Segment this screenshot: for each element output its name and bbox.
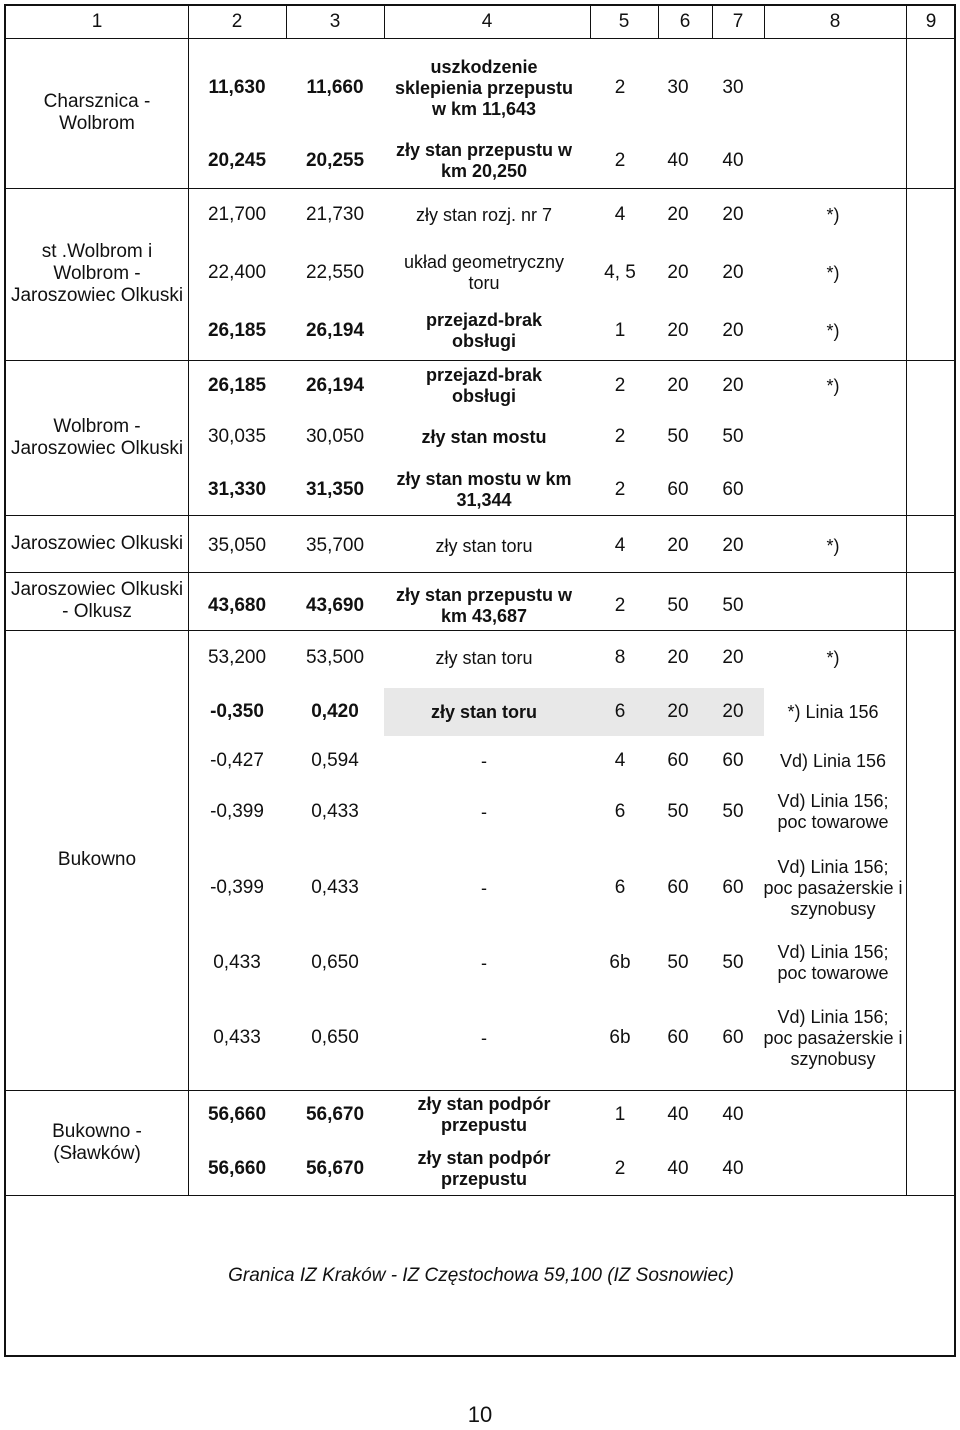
grid-line — [906, 6, 907, 38]
row-from-km: 0,433 — [213, 1027, 261, 1048]
row-from-km: 26,185 — [207, 375, 267, 396]
footer-note: Granica IZ Kraków - IZ Częstochowa 59,100 (IZ Sosnowiec) — [228, 1265, 734, 1286]
row-note: *) — [826, 647, 840, 668]
section-charsznica-wolbrom: Charsznica - Wolbrom — [43, 91, 151, 134]
row-speed-2: 20 — [722, 647, 744, 668]
row-reason: zły stan podpór przepustu — [417, 1094, 551, 1135]
row-note: *) — [826, 320, 840, 341]
row-note: Vd) Linia 156; poc pasażerskie i szynobusy — [763, 856, 903, 919]
row-from-km: 22,400 — [207, 262, 267, 283]
row-from-km: -0,399 — [210, 801, 264, 822]
row-tracks: 2 — [614, 426, 626, 447]
row-reason: zły stan toru — [435, 535, 533, 556]
row-reason: uszkodzenie sklepienia przepustu w km 11,643 — [394, 56, 574, 119]
row-tracks: 8 — [614, 647, 626, 668]
column-header-1: 1 — [91, 11, 103, 32]
row-speed-2: 40 — [722, 150, 744, 171]
row-to-km: 20,255 — [305, 150, 365, 171]
row-to-km: 56,670 — [305, 1104, 365, 1125]
row-speed-2: 50 — [722, 595, 744, 616]
row-tracks: 2 — [614, 375, 626, 396]
row-to-km: 0,650 — [311, 1027, 359, 1048]
row-tracks: 6 — [614, 701, 626, 722]
row-speed-2: 40 — [722, 1158, 744, 1179]
row-note: Vd) Linia 156; poc towarowe — [777, 791, 889, 832]
page-number: 10 — [467, 1402, 493, 1427]
row-tracks: 4 — [614, 535, 626, 556]
row-tracks: 6 — [614, 877, 626, 898]
row-from-km: 56,660 — [207, 1158, 267, 1179]
column-header-9: 9 — [925, 11, 937, 32]
row-from-km: 53,200 — [207, 647, 267, 668]
row-to-km: 11,660 — [306, 77, 364, 98]
row-tracks: 2 — [614, 77, 626, 98]
row-speed-2: 60 — [722, 877, 744, 898]
section-bukowno: Bukowno — [57, 849, 137, 870]
row-tracks: 4 — [614, 204, 626, 225]
row-speed-2: 40 — [722, 1104, 744, 1125]
row-to-km: 21,730 — [305, 204, 365, 225]
row-reason: zły stan rozj. nr 7 — [415, 204, 553, 225]
row-tracks: 1 — [614, 1104, 626, 1125]
row-reason: układ geometryczny toru — [403, 252, 565, 293]
row-note: Vd) Linia 156 — [779, 750, 887, 771]
row-tracks: 4, 5 — [604, 262, 636, 283]
row-speed-1: 50 — [667, 595, 689, 616]
row-speed-2: 50 — [722, 426, 744, 447]
section-bukowno-slawkow: Bukowno - (Sławków) — [52, 1120, 142, 1164]
row-to-km: 31,350 — [305, 479, 365, 500]
row-to-km: 0,650 — [311, 952, 359, 973]
row-from-km: 30,035 — [207, 426, 267, 447]
row-speed-1: 60 — [667, 1027, 689, 1048]
row-tracks: 1 — [614, 320, 626, 341]
row-reason: zły stan przepustu w km 20,250 — [395, 140, 573, 181]
row-speed-2: 50 — [722, 801, 744, 822]
row-to-km: 0,420 — [311, 701, 359, 722]
row-speed-2: 20 — [722, 701, 744, 722]
row-reason: - — [481, 801, 487, 822]
row-to-km: 43,690 — [305, 595, 365, 616]
row-speed-2: 60 — [722, 750, 744, 771]
row-speed-2: 60 — [722, 479, 744, 500]
row-speed-2: 20 — [722, 204, 744, 225]
row-to-km: 26,194 — [305, 320, 365, 341]
section-st-wolbrom: st .Wolbrom i Wolbrom - Jaroszowiec Olkuski — [10, 241, 184, 306]
row-tracks: 4 — [614, 750, 626, 771]
row-note: *) — [826, 375, 840, 396]
grid-line — [712, 6, 713, 38]
row-speed-1: 20 — [667, 647, 689, 668]
column-header-8: 8 — [829, 11, 841, 32]
row-speed-1: 40 — [667, 1104, 689, 1125]
row-speed-1: 50 — [667, 801, 689, 822]
row-reason: zły stan przepustu w km 43,687 — [395, 585, 573, 626]
row-from-km: -0,350 — [210, 701, 264, 722]
row-tracks: 2 — [614, 595, 626, 616]
row-speed-1: 50 — [667, 426, 689, 447]
row-from-km: 31,330 — [207, 479, 267, 500]
row-note: *) — [826, 262, 840, 283]
row-reason: przejazd-brak obsługi — [425, 365, 543, 406]
row-speed-1: 60 — [667, 479, 689, 500]
row-reason: przejazd-brak obsługi — [425, 310, 543, 351]
row-tracks: 2 — [614, 1158, 626, 1179]
row-speed-1: 30 — [667, 77, 689, 98]
section-jaroszowiec-olkusz: Jaroszowiec Olkuski - Olkusz — [10, 579, 184, 622]
row-speed-2: 20 — [722, 535, 744, 556]
row-speed-1: 50 — [667, 952, 689, 973]
row-tracks: 2 — [614, 479, 626, 500]
row-speed-2: 20 — [722, 320, 744, 341]
column-header-7: 7 — [732, 11, 744, 32]
row-from-km: 43,680 — [207, 595, 267, 616]
row-speed-2: 60 — [722, 1027, 744, 1048]
row-from-km: 20,245 — [207, 150, 267, 171]
row-from-km: -0,399 — [210, 877, 264, 898]
grid-line — [286, 6, 287, 38]
section-jaroszowiec: Jaroszowiec Olkuski — [10, 532, 184, 554]
row-from-km: -0,427 — [210, 750, 264, 771]
row-note: *) — [826, 535, 840, 556]
row-tracks: 2 — [614, 150, 626, 171]
row-speed-1: 60 — [667, 877, 689, 898]
row-speed-2: 20 — [722, 375, 744, 396]
row-reason: - — [481, 877, 487, 898]
column-header-5: 5 — [618, 11, 630, 32]
column-header-2: 2 — [231, 11, 243, 32]
row-reason: - — [481, 750, 487, 771]
row-note: *) Linia 156 — [787, 701, 879, 722]
column-header-4: 4 — [481, 11, 493, 32]
row-tracks: 6 — [614, 801, 626, 822]
row-speed-1: 20 — [667, 262, 689, 283]
row-note: *) — [826, 204, 840, 225]
row-note: Vd) Linia 156; poc pasażerskie i szynobusy — [763, 1006, 903, 1069]
row-speed-1: 60 — [667, 750, 689, 771]
row-to-km: 0,433 — [311, 877, 359, 898]
row-speed-2: 50 — [722, 952, 744, 973]
row-reason: zły stan toru — [435, 647, 533, 668]
row-note: Vd) Linia 156; poc towarowe — [777, 942, 889, 983]
row-tracks: 6b — [609, 952, 631, 973]
row-reason: zły stan mostu — [421, 426, 547, 447]
row-to-km: 26,194 — [305, 375, 365, 396]
column-header-3: 3 — [329, 11, 341, 32]
grid-line — [590, 6, 591, 38]
row-speed-1: 40 — [667, 150, 689, 171]
row-from-km: 26,185 — [207, 320, 267, 341]
row-reason: zły stan podpór przepustu — [417, 1148, 551, 1189]
row-tracks: 6b — [609, 1027, 631, 1048]
row-speed-1: 20 — [667, 204, 689, 225]
row-to-km: 35,700 — [305, 535, 365, 556]
row-reason: - — [481, 1027, 487, 1048]
row-reason: zły stan mostu w km 31,344 — [396, 469, 572, 510]
row-from-km: 21,700 — [207, 204, 267, 225]
row-speed-1: 40 — [667, 1158, 689, 1179]
row-speed-1: 20 — [667, 320, 689, 341]
grid-line — [906, 38, 907, 1195]
row-from-km: 11,630 — [208, 77, 266, 98]
row-speed-1: 20 — [667, 701, 689, 722]
row-speed-2: 30 — [722, 77, 744, 98]
row-to-km: 22,550 — [305, 262, 365, 283]
row-to-km: 30,050 — [305, 426, 365, 447]
row-speed-2: 20 — [722, 262, 744, 283]
column-header-6: 6 — [679, 11, 691, 32]
row-speed-1: 20 — [667, 535, 689, 556]
row-to-km: 0,594 — [311, 750, 359, 771]
row-from-km: 0,433 — [213, 952, 261, 973]
grid-line — [384, 6, 385, 38]
grid-line — [658, 6, 659, 38]
section-wolbrom-jaroszowiec: Wolbrom - Jaroszowiec Olkuski — [10, 415, 184, 459]
grid-line — [6, 1195, 956, 1196]
row-from-km: 56,660 — [207, 1104, 267, 1125]
row-speed-1: 20 — [667, 375, 689, 396]
row-from-km: 35,050 — [207, 535, 267, 556]
row-to-km: 56,670 — [305, 1158, 365, 1179]
row-to-km: 53,500 — [305, 647, 365, 668]
row-reason: - — [481, 952, 487, 973]
grid-line — [764, 6, 765, 38]
row-reason: zły stan toru — [430, 701, 537, 722]
row-to-km: 0,433 — [311, 801, 359, 822]
